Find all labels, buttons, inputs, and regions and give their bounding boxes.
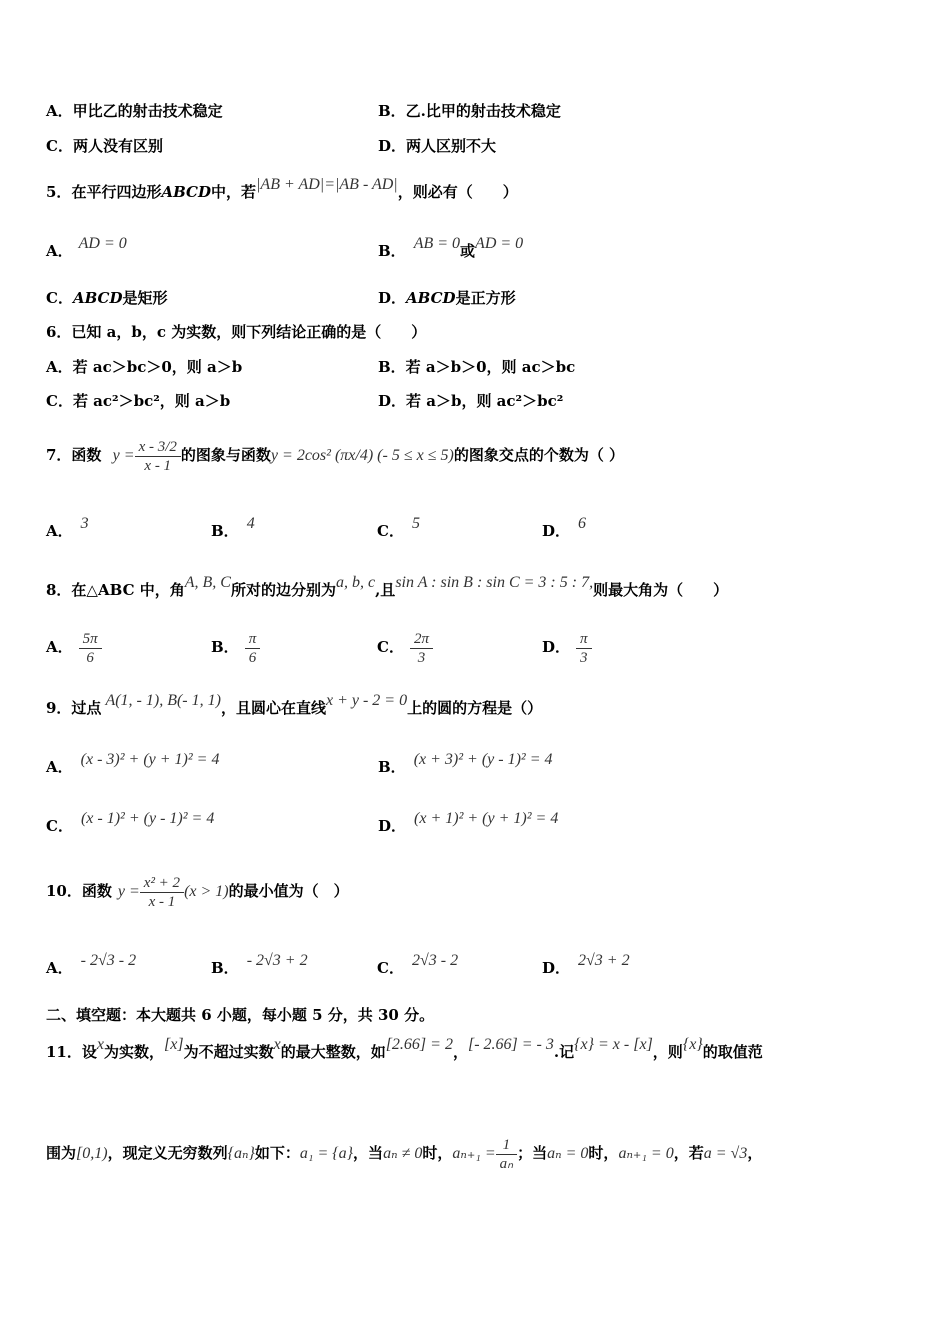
q5-condition: |AB + AD|=|AB - AD| bbox=[256, 176, 398, 193]
q10-tail: 的最小值为（ ） bbox=[228, 882, 349, 900]
q5-b-math1: AB = 0 bbox=[413, 235, 461, 252]
q10-c-value: 2√3 - 2 bbox=[411, 952, 459, 969]
q7-number: 7．函数 bbox=[46, 446, 102, 464]
q7-c-value: 5 bbox=[411, 515, 420, 532]
q8-stem bbox=[46, 574, 729, 601]
q6-option-d[interactable]: D．若 a＞b，则 ac²＞bc² bbox=[378, 392, 564, 410]
q11-line-1 bbox=[46, 1036, 763, 1063]
q7-a-label: A． bbox=[46, 522, 73, 540]
q10-d-label: D． bbox=[542, 959, 571, 977]
q7-f1-denominator: x - 1 bbox=[144, 457, 172, 474]
q7-tail: 的图象交点的个数为（ ） bbox=[453, 446, 625, 464]
q7-f1-numerator: x - 3/2 bbox=[135, 438, 181, 457]
q10-b-value: - 2√3 + 2 bbox=[246, 952, 308, 969]
q9-points: A(1, - 1), B(- 1, 1) bbox=[105, 692, 221, 709]
q7-b-label: B． bbox=[211, 522, 239, 540]
q8-a-fraction bbox=[79, 630, 102, 667]
q9-option-b[interactable] bbox=[378, 751, 553, 778]
q9-option-d[interactable] bbox=[378, 810, 559, 837]
q5-c-text: 是矩形 bbox=[122, 289, 168, 307]
q5-a-label: A． bbox=[46, 242, 73, 260]
q8-number: 8．在△ABC 中，角 bbox=[46, 581, 185, 599]
q11-l2-i: ， bbox=[747, 1144, 763, 1162]
q11-seq: {aₙ} bbox=[227, 1145, 255, 1162]
q8-d-den: 3 bbox=[580, 649, 588, 666]
q5-text-c: ，则必有（ ） bbox=[397, 183, 518, 201]
q10-option-c[interactable] bbox=[377, 952, 459, 979]
q8-mid1: 所对的边分别为 bbox=[230, 581, 336, 599]
q7-b-value: 4 bbox=[246, 515, 255, 532]
q8-mid2: ,且 bbox=[375, 581, 396, 599]
q10-option-a[interactable] bbox=[46, 952, 137, 979]
q8-sides: a, b, c bbox=[335, 574, 376, 591]
q10-f-lhs: y = bbox=[117, 883, 140, 900]
q11-line-2 bbox=[46, 1128, 762, 1179]
q5-number: 5． bbox=[46, 183, 72, 201]
q9-number: 9．过点 bbox=[46, 699, 102, 717]
q8-ratio: sin A : sin B : sin C = 3 : 5 : 7, bbox=[395, 574, 594, 591]
q11-example-2: [- 2.66] = - 3 bbox=[467, 1036, 554, 1053]
q11-l2-g: 时， bbox=[588, 1144, 619, 1162]
q7-a-value: 3 bbox=[80, 515, 89, 532]
q11-x-1: x bbox=[96, 1036, 104, 1053]
q4-option-b[interactable]: B．乙.比甲的射击技术稳定 bbox=[378, 102, 561, 120]
q10-b-label: B． bbox=[211, 959, 239, 977]
q9-tail: 上的圆的方程是（） bbox=[407, 699, 543, 717]
q11-rec-num: 1 bbox=[496, 1136, 517, 1155]
q11-number: 11．设 bbox=[46, 1043, 97, 1061]
q5-a-math: AD = 0 bbox=[78, 235, 127, 252]
q7-stem bbox=[46, 430, 624, 481]
q11-frac-def: {x} = x - [x] bbox=[574, 1036, 653, 1053]
q7-mid: 的图象与函数 bbox=[180, 446, 271, 464]
q10-option-d[interactable] bbox=[542, 952, 630, 979]
q10-f-num: x² + 2 bbox=[140, 874, 184, 893]
q11-frac-x: {x} bbox=[682, 1036, 703, 1053]
q11-example-1: [2.66] = 2 bbox=[385, 1036, 453, 1053]
q8-option-c[interactable] bbox=[377, 627, 433, 667]
q9-d-label: D． bbox=[378, 817, 407, 835]
q5-d-name: ABCD bbox=[406, 289, 456, 307]
q7-d-label: D． bbox=[542, 522, 571, 540]
q11-rec-fraction bbox=[496, 1136, 517, 1173]
q9-a-eq: (x - 3)² + (y + 1)² = 4 bbox=[80, 751, 220, 768]
q9-c-label: C． bbox=[46, 817, 73, 835]
q11-interval: [0,1) bbox=[76, 1145, 108, 1162]
q11-cond1: aₙ ≠ 0 bbox=[383, 1145, 423, 1162]
q10-c-label: C． bbox=[377, 959, 404, 977]
q10-option-b[interactable] bbox=[211, 952, 308, 979]
q7-f1-lhs: y = bbox=[112, 447, 135, 464]
q4-option-d[interactable]: D．两人区别不大 bbox=[378, 137, 497, 155]
q5-b-label: B． bbox=[378, 242, 406, 260]
q5-c-label: C． bbox=[46, 289, 73, 307]
q8-b-label: B． bbox=[211, 638, 239, 656]
q6-option-c[interactable]: C．若 ac²＞bc²，则 a＞b bbox=[46, 392, 231, 410]
q8-b-num: π bbox=[245, 630, 261, 649]
q8-option-d[interactable] bbox=[542, 627, 592, 667]
q9-c-eq: (x - 1)² + (y - 1)² = 4 bbox=[80, 810, 215, 827]
q9-d-eq: (x + 1)² + (y + 1)² = 4 bbox=[414, 810, 559, 827]
q8-c-den: 3 bbox=[417, 649, 426, 666]
q5-option-d[interactable] bbox=[378, 288, 516, 308]
q7-option-a[interactable] bbox=[46, 515, 89, 542]
q11-t3: 的最大整数，如 bbox=[280, 1043, 386, 1061]
q11-l2-f: ；当 bbox=[517, 1144, 548, 1162]
q9-stem bbox=[46, 692, 543, 719]
q5-b-math2: AD = 0 bbox=[475, 235, 524, 252]
q7-option-b[interactable] bbox=[211, 515, 255, 542]
q10-number: 10．函数 bbox=[46, 882, 112, 900]
q11-comma: ， bbox=[452, 1043, 468, 1061]
q9-option-a[interactable] bbox=[46, 751, 220, 778]
q5-text-b: 中，若 bbox=[211, 183, 257, 201]
q11-x-2: x bbox=[273, 1036, 281, 1053]
q11-l2-h: ，若 bbox=[673, 1144, 704, 1162]
q8-c-label: C． bbox=[377, 638, 404, 656]
q5-option-b[interactable] bbox=[378, 235, 524, 262]
q11-t1: 为实数， bbox=[103, 1043, 164, 1061]
q11-l2-c: 如下： bbox=[254, 1144, 300, 1162]
q11-l2-e: 时， bbox=[422, 1144, 453, 1162]
q8-tail: 则最大角为（ ） bbox=[593, 581, 729, 599]
q11-a1: a₁ = {a} bbox=[299, 1145, 354, 1162]
q7-option-c[interactable] bbox=[377, 515, 420, 542]
q9-option-c[interactable] bbox=[46, 810, 215, 837]
q8-d-fraction bbox=[576, 630, 592, 667]
q5-d-label: D． bbox=[378, 289, 407, 307]
q11-l2-a: 围为 bbox=[46, 1144, 77, 1162]
q11-rec-den: aₙ bbox=[499, 1155, 514, 1172]
q5-stem bbox=[46, 176, 518, 203]
q11-rec2: aₙ₊₁ = 0 bbox=[618, 1145, 674, 1162]
q7-f2: y = 2cos² (πx/4) (- 5 ≤ x ≤ 5) bbox=[270, 447, 454, 464]
q11-l2-b: ，现定义无穷数列 bbox=[107, 1144, 228, 1162]
q8-d-num: π bbox=[576, 630, 592, 649]
q9-b-label: B． bbox=[378, 758, 406, 776]
q11-t4: .记 bbox=[553, 1043, 575, 1061]
q5-text-a: 在平行四边形 bbox=[71, 183, 162, 201]
q5-c-name: ABCD bbox=[72, 289, 123, 307]
q5-name: ABCD bbox=[161, 183, 211, 201]
q7-option-d[interactable] bbox=[542, 515, 587, 542]
q7-d-value: 6 bbox=[578, 515, 587, 532]
q9-mid: ，且圆心在直线 bbox=[220, 699, 326, 717]
q4-option-c[interactable]: C．两人没有区别 bbox=[46, 137, 163, 155]
q6-option-a[interactable]: A．若 ac＞bc＞0，则 a＞b bbox=[46, 358, 243, 376]
section-heading-fill-in: 二、填空题：本大题共 6 小题，每小题 5 分，共 30 分。 bbox=[46, 1006, 435, 1024]
q10-d-value: 2√3 + 2 bbox=[578, 952, 630, 969]
q5-d-text: 是正方形 bbox=[455, 289, 516, 307]
q8-option-a[interactable] bbox=[46, 627, 102, 667]
q10-f-den: x - 1 bbox=[148, 893, 176, 910]
q6-stem: 6．已知 a，b，c 为实数，则下列结论正确的是（ ） bbox=[46, 323, 427, 341]
q8-b-den: 6 bbox=[248, 649, 257, 666]
q11-cond2: aₙ = 0 bbox=[547, 1145, 589, 1162]
q11-t6: 的取值范 bbox=[702, 1043, 763, 1061]
q11-l2-d: ，当 bbox=[353, 1144, 384, 1162]
q7-c-label: C． bbox=[377, 522, 404, 540]
q9-a-label: A． bbox=[46, 758, 73, 776]
q8-c-num: 2π bbox=[410, 630, 433, 649]
q9-line-eq: x + y - 2 = 0 bbox=[325, 692, 408, 709]
q8-a-label: A． bbox=[46, 638, 73, 656]
q11-a-val: a = √3 bbox=[703, 1145, 748, 1162]
q5-b-or: 或 bbox=[460, 242, 476, 260]
q8-d-label: D． bbox=[542, 638, 571, 656]
q10-a-label: A． bbox=[46, 959, 73, 977]
q8-option-b[interactable] bbox=[211, 627, 260, 667]
q4-option-a[interactable]: A．甲比乙的射击技术稳定 bbox=[46, 102, 223, 120]
q9-b-eq: (x + 3)² + (y - 1)² = 4 bbox=[413, 751, 553, 768]
q8-angles: A, B, C bbox=[184, 574, 231, 591]
q10-fraction bbox=[140, 874, 184, 911]
q8-a-num: 5π bbox=[79, 630, 102, 649]
q11-rec-lhs: aₙ₊₁ = bbox=[452, 1145, 496, 1162]
q8-c-fraction bbox=[410, 630, 433, 667]
q10-a-value: - 2√3 - 2 bbox=[80, 952, 137, 969]
q11-t2: 为不超过实数 bbox=[183, 1043, 274, 1061]
q5-option-c[interactable] bbox=[46, 288, 168, 308]
q5-option-a[interactable] bbox=[46, 235, 127, 262]
q6-option-b[interactable]: B．若 a＞b＞0，则 ac＞bc bbox=[378, 358, 576, 376]
q11-floor-x: [x] bbox=[164, 1036, 184, 1053]
q8-b-fraction bbox=[245, 630, 261, 667]
q7-f1-fraction bbox=[135, 438, 181, 475]
q8-a-den: 6 bbox=[86, 649, 94, 666]
q11-t5: ，则 bbox=[652, 1043, 683, 1061]
q10-stem bbox=[46, 866, 349, 917]
q10-f-cond: (x > 1) bbox=[184, 883, 229, 900]
